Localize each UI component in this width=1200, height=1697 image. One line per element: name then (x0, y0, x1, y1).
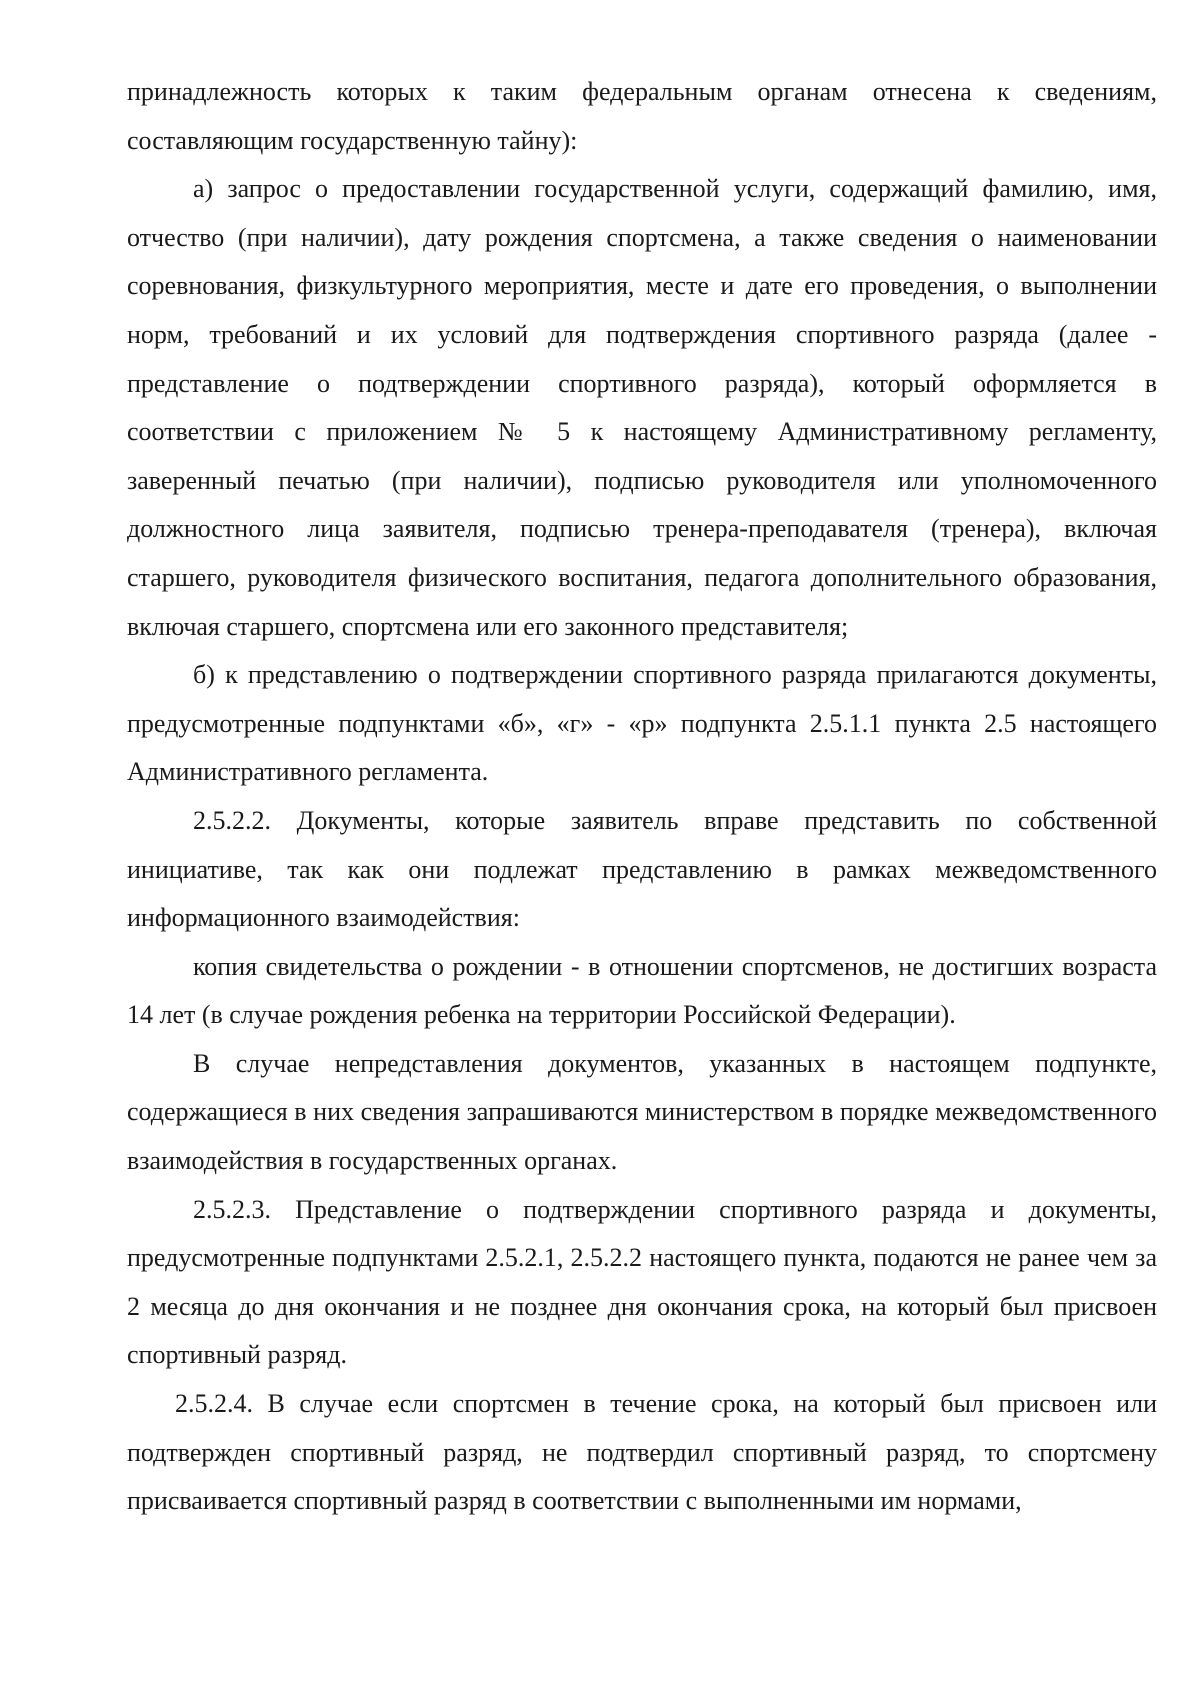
paragraph-2-5-2-3: 2.5.2.3. Представление о подтверждении спортивного разряда и документы, предусмотренные подпунктами 2.5.2.1, 2.5.2.2 настоящего пункта, подаются не ранее чем за 2 месяца до дня окончания и не позднее дня окончания срока, на который был присвоен спортивный разряд. (127, 1194, 1157, 1370)
paragraph-item-a: а) запрос о предоставлении государственной услуги, содержащий фамилию, имя, отчество (при наличии), дату рождения спортсмена, а также сведения о наименовании соревнования, физкультурного мероприятия, месте и дате его проведения, о выполнении норм, требований и их условий для подтверждения спортивного разряда (далее - представление о подтверждении спортивного разряда), который оформляется в соответствии с приложением № 5 к настоящему Административному регламенту, заверенный печатью (при наличии), подписью руководителя или уполномоченного должностного лица заявителя, подписью тренера-преподавателя (тренера), включая старшего, руководителя физического воспитания, педагога дополнительного образования, включая старшего, спортсмена или его законного представителя; (127, 174, 1157, 641)
paragraph-2-5-2-4: 2.5.2.4. В случае если спортсмен в течение срока, на который был присвоен или подтвержден спортивный разряд, не подтвердил спортивный разряд, то спортсмену присваивается спортивный разряд в соответствии с выполненными им нормами, (127, 1389, 1157, 1516)
paragraph-2-5-2-2: 2.5.2.2. Документы, которые заявитель вправе представить по собственной инициативе, так как они подлежат представлению в рамках межведомственного информационного взаимодействия: (127, 805, 1157, 933)
paragraph-item-b: б) к представлению о подтверждении спортивного разряда прилагаются документы, предусмотренные подпунктами «б», «г» - «р» подпункта 2.5.1.1 пункта 2.5 настоящего Административного регламента. (127, 660, 1157, 787)
paragraph-birth-certificate: копия свидетельства о рождении - в отношении спортсменов, не достигших возраста 14 лет (в случае рождения ребенка на территории Российской Федерации). (127, 951, 1157, 1030)
document-page (127, 68, 1157, 1526)
paragraph-continuation: принадлежность которых к таким федеральным органам отнесена к сведениям, составляющим государственную тайну): (127, 77, 1157, 155)
paragraph-non-submission: В случае непредставления документов, указанных в настоящем подпункте, содержащиеся в них сведения запрашиваются министерством в порядке межведомственного взаимодействия в государственных органах. (127, 1048, 1157, 1176)
